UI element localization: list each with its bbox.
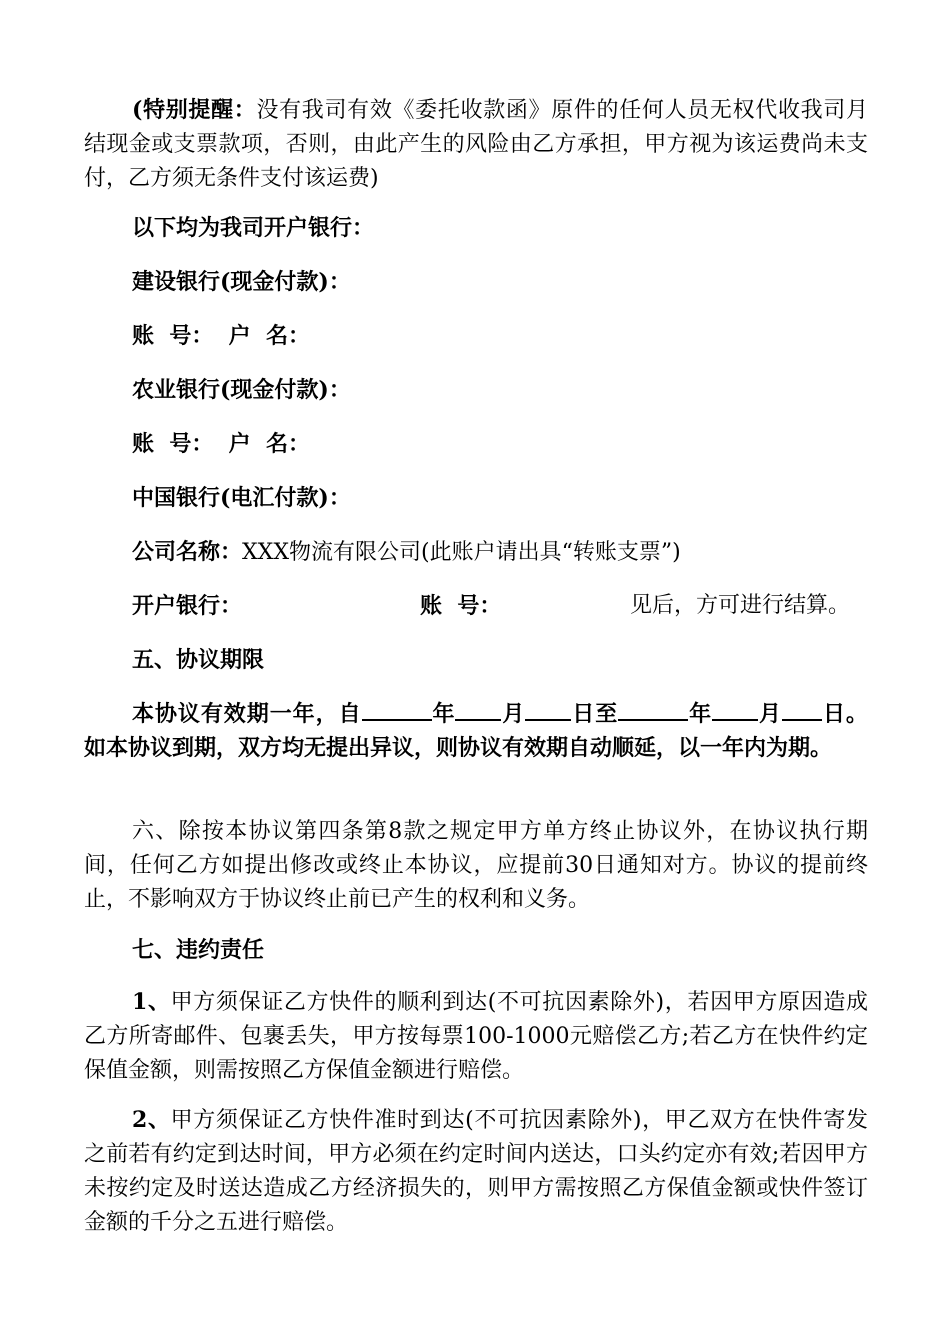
settlement-note: 见后，方可进行结算。	[630, 593, 851, 618]
end-year-label: 年	[688, 701, 713, 727]
term-start-text: 本协议有效期一年，自	[132, 701, 362, 727]
end-day-blank	[782, 707, 822, 721]
section5-title: 五、协议期限	[132, 647, 265, 673]
start-year-blank	[362, 707, 432, 721]
boc-title: 中国银行(电汇付款)：	[132, 485, 351, 511]
company-line	[84, 535, 868, 570]
start-month-blank	[455, 707, 501, 721]
item1-text: 甲方须保证乙方快件的顺利到达(不可抗因素除外)，若因甲方原因造成乙方所寄邮件、包裹丢失，甲方按每票100-1000元赔偿乙方;若乙方在快件约定保值金额，则需按照乙方保值金额进行赔偿。	[84, 990, 869, 1083]
account-label: 账 号：	[420, 593, 502, 619]
reminder-label: (特别提醒：	[132, 97, 257, 123]
open-bank-label: 开户银行：	[132, 593, 243, 619]
start-year-label: 年	[431, 701, 456, 727]
end-month-blank	[712, 707, 758, 721]
abc-title: 农业银行(现金付款)：	[132, 377, 351, 403]
section6-paragraph: 六、除按本协议第四条第8款之规定甲方单方终止协议外，在协议执行期间，任何乙方如提出修改或终止本协议，应提前30日通知对方。协议的提前终止，不影响双方于协议终止前已产生的权利和义务。	[84, 819, 868, 912]
item2-text: 甲方须保证乙方快件准时到达(不可抗因素除外)，甲乙双方在快件寄发之前若有约定到达时间，甲方必须在约定时间内送达，口头约定亦有效;若因甲方未按约定及时送达造成乙方经济损失的，则甲方需按照乙方保值金额或快件签订金额的千分之五进行赔偿。	[84, 1108, 869, 1235]
end-year-blank	[618, 707, 688, 721]
item2-number: 2、	[132, 1107, 171, 1133]
start-month-label: 月	[501, 701, 526, 727]
reminder-paragraph	[84, 93, 868, 196]
start-day-label: 日至	[571, 701, 619, 727]
reminder-text: 没有我司有效《委托收款函》原件的任何人员无权代收我司月结现金或支票款项，否则，由此产生的风险由乙方承担，甲方视为该运费尚未支付，乙方须无条件支付该运费)	[84, 98, 868, 191]
item1-number: 1、	[132, 989, 171, 1015]
company-value: XXX物流有限公司(此账户请出具“转账支票”)	[242, 540, 681, 565]
section5-paragraph	[84, 697, 868, 765]
company-label: 公司名称：	[132, 539, 243, 565]
abc-account: 账 号： 户 名：	[132, 431, 310, 457]
start-day-blank	[525, 707, 571, 721]
breach-item-2	[84, 1103, 868, 1240]
ccb-account: 账 号： 户 名：	[132, 323, 310, 349]
end-month-label: 月	[758, 701, 783, 727]
bank-intro: 以下均为我司开户银行：	[132, 215, 375, 241]
ccb-title: 建设银行(现金付款)：	[132, 269, 351, 295]
term-end-text: 日。如本协议到期，双方均无提出异议，则协议有效期自动顺延，以一年内为期。	[84, 701, 868, 761]
breach-item-1	[84, 985, 868, 1088]
section7-title: 七、违约责任	[132, 937, 265, 963]
